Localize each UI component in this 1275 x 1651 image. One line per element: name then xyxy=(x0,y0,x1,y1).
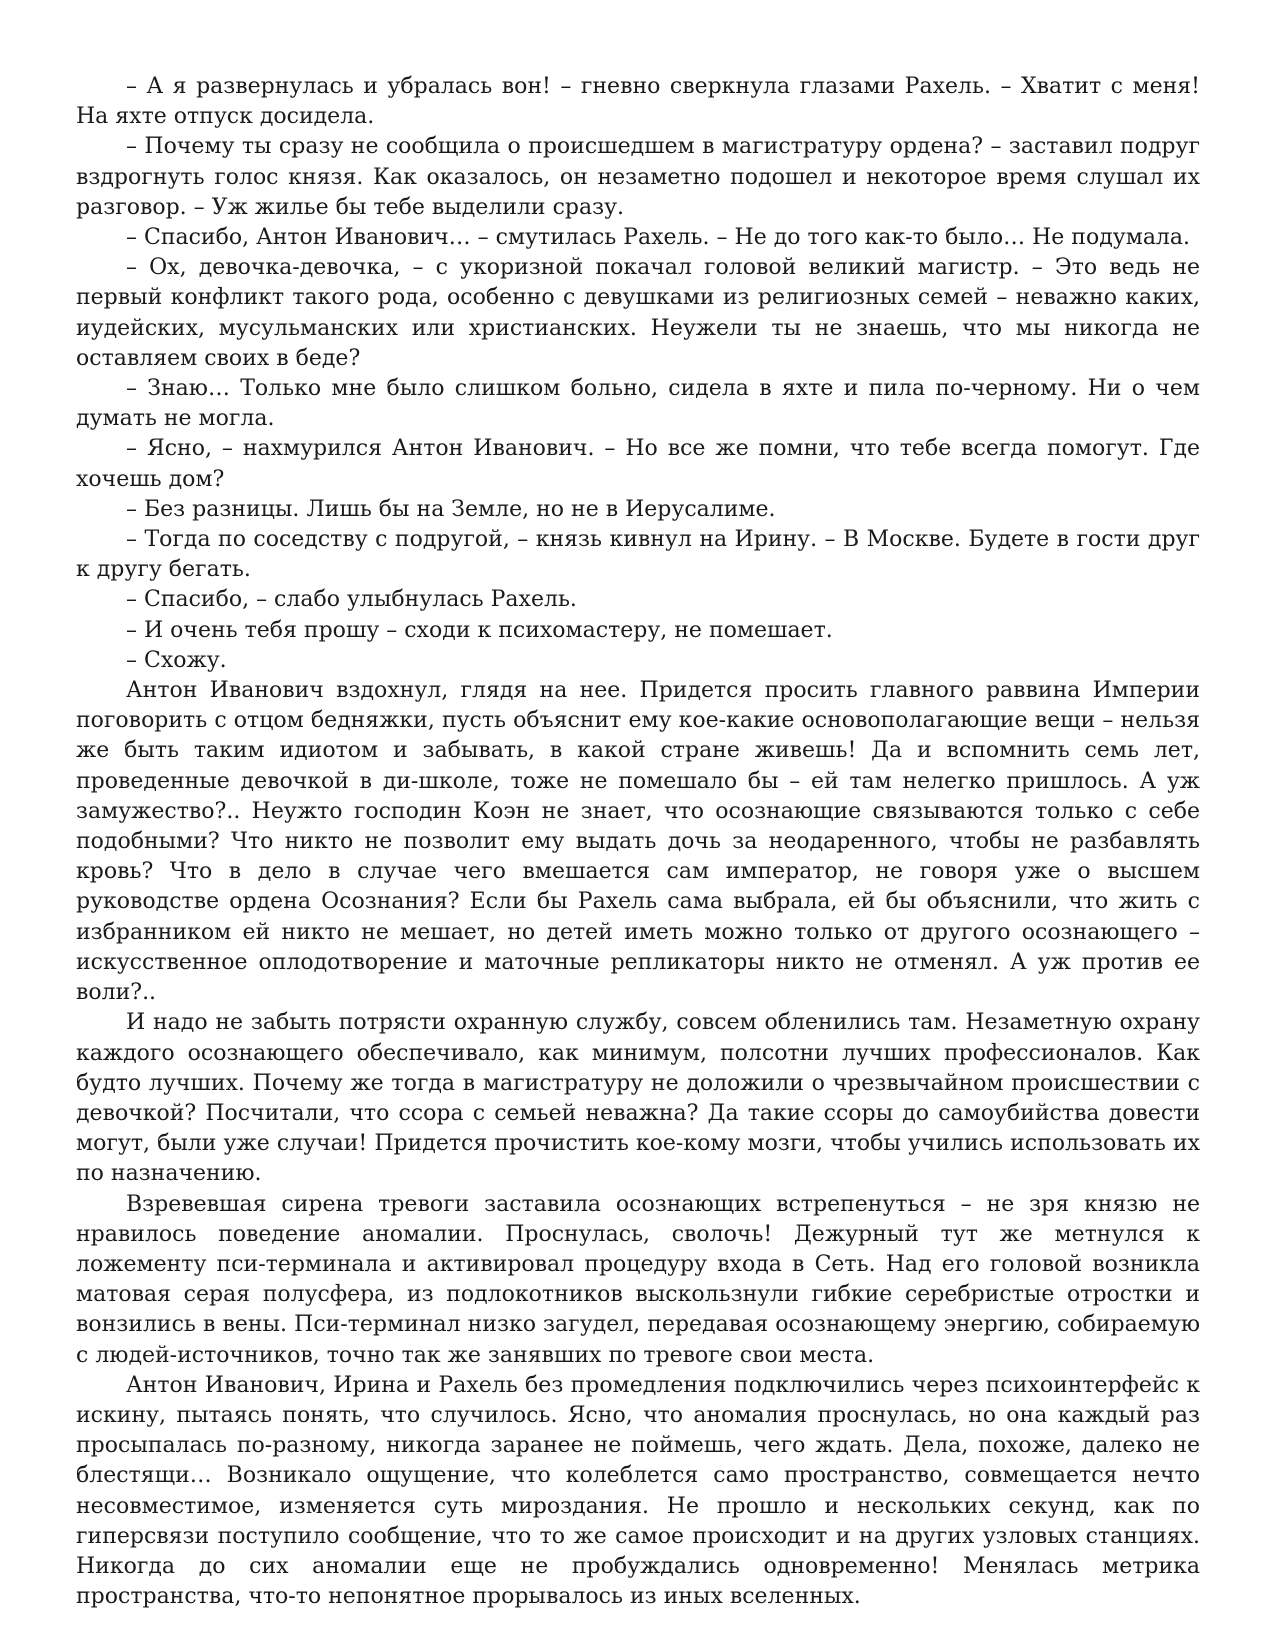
paragraph: Взревевшая сирена тревоги заставила осознающих встрепенуться – не зря князю не нравилось поведение аномалии. Проснулась, сволочь! Дежурный тут же метнулся к ложементу пси-терминала и активировал процедуру входа в Сеть. Над его головой возникла матовая серая полусфера, из подлокотников выскользнули гибкие серебристые отростки и вонзились в вены. Пси-терминал низко загудел, передавая осознающему энергию, собираемую с людей-источников, точно так же занявших по тревоге свои места. xyxy=(76,1191,1200,1368)
paragraph: И надо не забыть потрясти охранную службу, совсем обленились там. Незаметную охрану каждого осознающего обеспечивало, как минимум, полсотни лучших профессионалов. Как будто лучших. Почему же тогда в магистратуру не доложили о чрезвычайном происшествии с девочкой? Посчитали, что ссора с семьей неважна? Да такие ссоры до самоубийства довести могут, были уже случаи! Придется прочистить кое-кому мозги, чтобы учились использовать их по назначению. xyxy=(76,1010,1200,1187)
paragraph: – Без разницы. Лишь бы на Земле, но не в Иерусалиме. xyxy=(126,496,776,522)
paragraph: – Тогда по соседству с подругой, – князь кивнул на Ирину. – В Москве. Будете в гости друг к другу бегать. xyxy=(76,527,1200,583)
paragraph: Антон Иванович вздохнул, глядя на нее. Придется просить главного раввина Империи поговорить с отцом бедняжки, пусть объяснит ему кое-какие основополагающие вещи – нельзя же быть таким идиотом и забывать, в какой стране живешь! Да и вспомнить семь лет, проведенные девочкой в ди-школе, тоже не помешало бы – ей там нелегко пришлось. А уж замужество?.. Неужто господин Коэн не знает, что осознающие связываются только с себе подобными? Что никто не позволит ему выдать дочь за неодаренного, чтобы не разбавлять кровь? Что в дело в случае чего вмешается сам император, не говоря уже о высшем руководстве ордена Осознания? Если бы Рахель сама выбрала, ей бы объяснили, что жить с избранником ей никто не мешает, но детей иметь можно только от другого осознающего – искусственное оплодотворение и маточные репликаторы никто не отменял. А уж против ее воли?.. xyxy=(76,678,1200,1006)
paragraph: – Ох, девочка-девочка, – с укоризной покачал головой великий магистр. – Это ведь не первый конфликт такого рода, особенно с девушками из религиозных семей – неважно каких, иудейских, мусульманских или христианских. Неужели ты не знаешь, что мы никогда не оставляем своих в беде? xyxy=(76,255,1200,371)
paragraph: – Схожу. xyxy=(126,647,227,673)
paragraph: – Знаю… Только мне было слишком больно, сидела в яхте и пила по-черному. Ни о чем думать не могла. xyxy=(76,376,1200,432)
paragraph: – Спасибо, Антон Иванович… – смутилась Рахель. – Не до того как-то было… Не подумала. xyxy=(126,225,1191,251)
paragraph: – А я развернулась и убралась вон! – гневно сверкнула глазами Рахель. – Хватит с меня! На яхте отпуск досидела. xyxy=(76,74,1200,130)
document-page xyxy=(76,72,1200,1612)
paragraph: – Почему ты сразу не сообщила о происшедшем в магистратуру ордена? – заставил подруг вздрогнуть голос князя. Как оказалось, он незаметно подошел и некоторое время слушал их разговор. – Уж жилье бы тебе выделили сразу. xyxy=(76,134,1200,220)
paragraph: – Спасибо, – слабо улыбнулась Рахель. xyxy=(126,587,577,613)
paragraph: – И очень тебя прошу – сходи к психомастеру, не помешает. xyxy=(126,617,833,643)
paragraph: – Ясно, – нахмурился Антон Иванович. – Но все же помни, что тебе всегда помогут. Где хочешь дом? xyxy=(76,436,1200,492)
paragraph: Антон Иванович, Ирина и Рахель без промедления подключились через психоинтерфейс к искину, пытаясь понять, что случилось. Ясно, что аномалия проснулась, но она каждый раз просыпалась по-разному, никогда заранее не поймешь, чего ждать. Дела, похоже, далеко не блестящи… Возникало ощущение, что колеблется само пространство, совмещается нечто несовместимое, изменяется суть мироздания. Не прошло и нескольких секунд, как по гиперсвязи поступило сообщение, что то же самое происходит и на других узловых станциях. Никогда до сих аномалии еще не пробуждались одновременно! Менялась метрика пространства, что-то непонятное прорывалось из иных вселенных. xyxy=(76,1372,1200,1610)
